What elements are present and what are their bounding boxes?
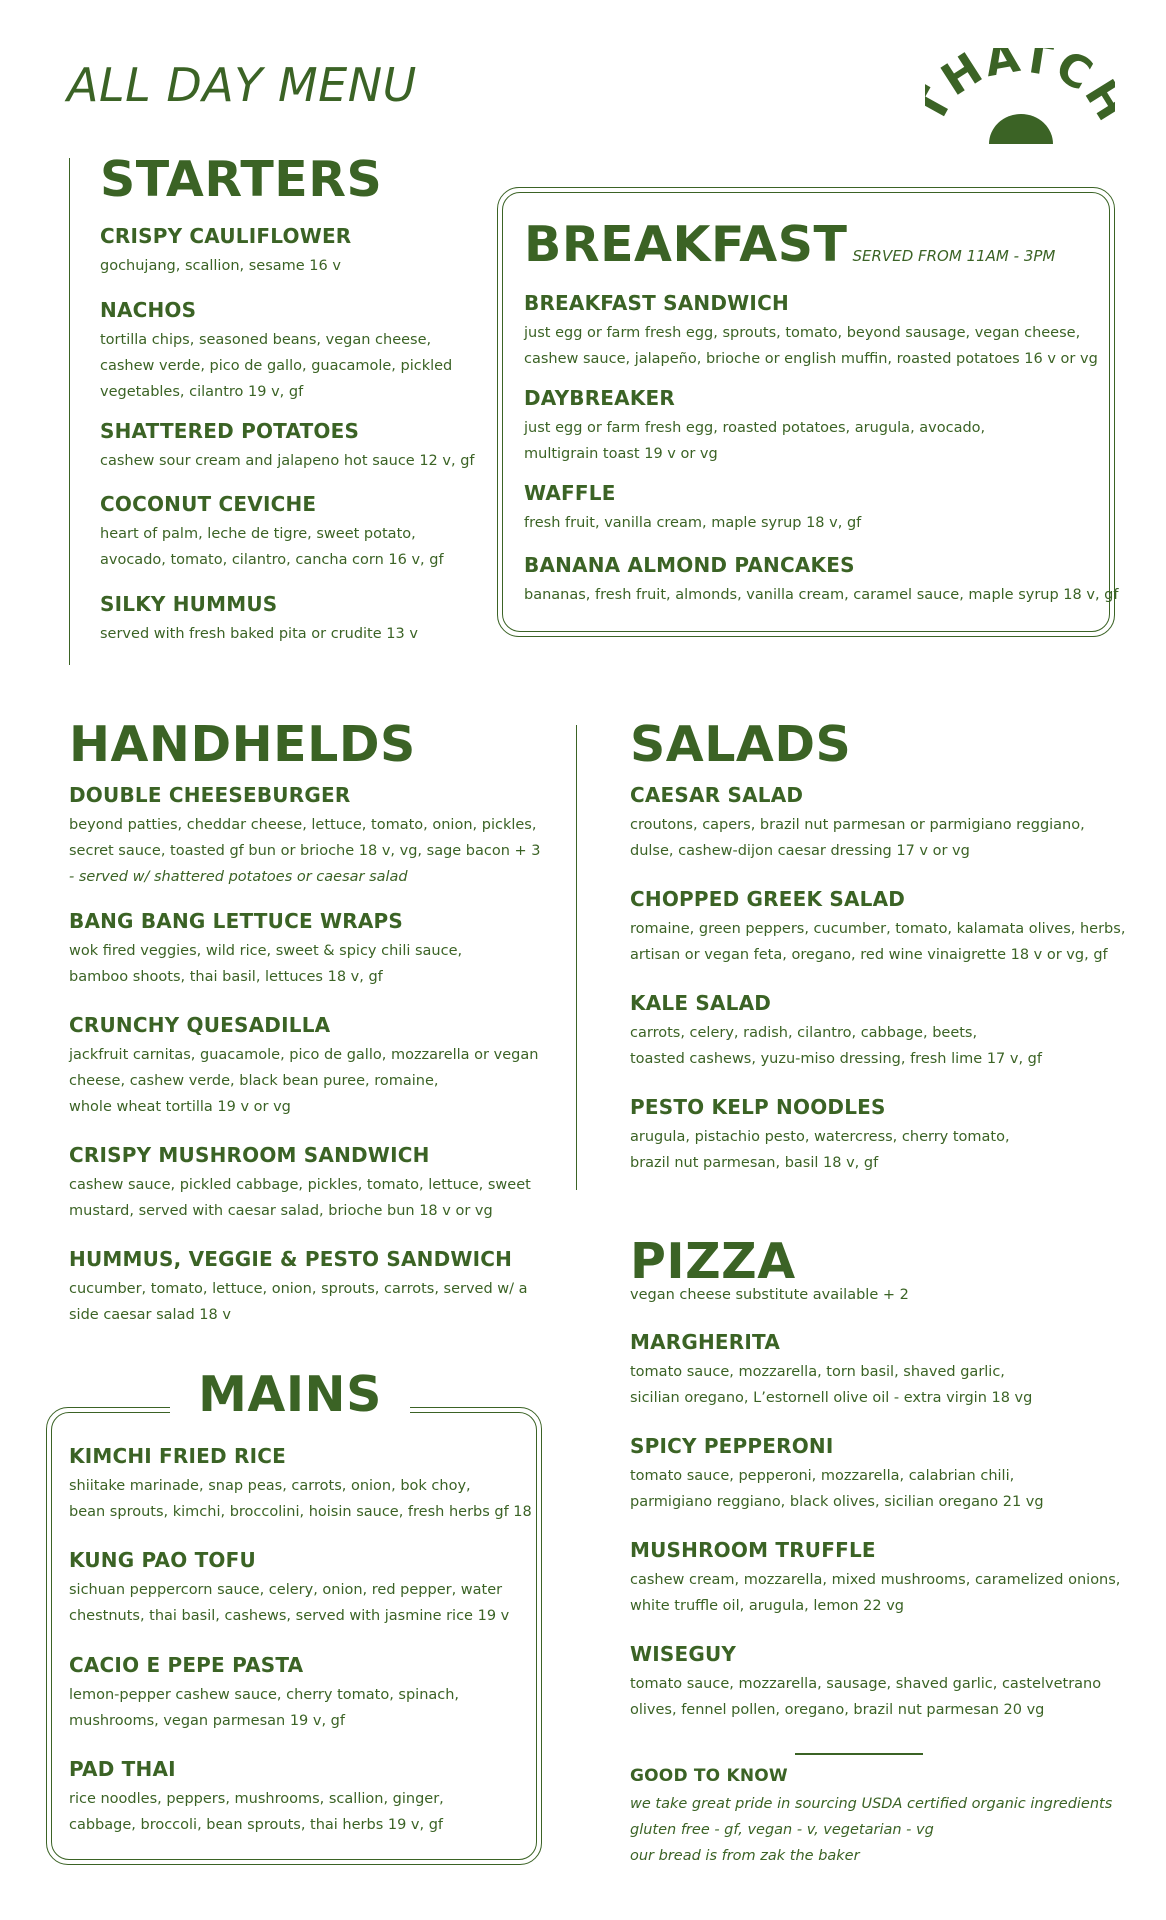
starters-divider bbox=[69, 158, 70, 665]
item-name: CAESAR SALAD bbox=[630, 783, 804, 807]
item-desc: tomato sauce, mozzarella, sausage, shaved garlic, castelvetrano bbox=[630, 1676, 1102, 1692]
item-name: WISEGUY bbox=[630, 1642, 737, 1666]
item-name: BREAKFAST SANDWICH bbox=[524, 291, 789, 315]
item-name: PESTO KELP NOODLES bbox=[630, 1095, 886, 1119]
item-desc: chestnuts, thai basil, cashews, served with jasmine rice 19 v bbox=[69, 1608, 510, 1624]
item-desc: romaine, green peppers, cucumber, tomato, kalamata olives, herbs, bbox=[630, 921, 1126, 937]
item-name: COCONUT CEVICHE bbox=[100, 492, 317, 516]
item-desc: cashew sauce, pickled cabbage, pickles, tomato, lettuce, sweet bbox=[69, 1177, 531, 1193]
salads-title: SALADS bbox=[630, 716, 852, 773]
menu-item bbox=[100, 492, 444, 573]
item-desc: dulse, cashew-dijon caesar dressing 17 v or vg bbox=[630, 843, 970, 859]
item-desc: tortilla chips, seasoned beans, vegan cheese, bbox=[100, 332, 432, 348]
menu-item bbox=[69, 783, 541, 890]
breakfast-hours: SERVED FROM 11AM - 3PM bbox=[852, 247, 1056, 265]
item-desc: multigrain toast 19 v or vg bbox=[524, 446, 718, 462]
item-name: SPICY PEPPERONI bbox=[630, 1434, 834, 1458]
item-desc: toasted cashews, yuzu-miso dressing, fresh lime 17 v, gf bbox=[630, 1051, 1042, 1067]
item-desc: just egg or farm fresh egg, roasted potatoes, arugula, avocado, bbox=[524, 420, 986, 436]
menu-item bbox=[69, 1757, 444, 1838]
item-desc: olives, fennel pollen, oregano, brazil nut parmesan 20 vg bbox=[630, 1702, 1045, 1718]
good-to-know-line: our bread is from zak the baker bbox=[630, 1848, 860, 1865]
good-to-know-title: GOOD TO KNOW bbox=[630, 1766, 788, 1786]
menu-item bbox=[630, 1434, 1044, 1515]
good-to-know-line: we take great pride in sourcing USDA certified organic ingredients bbox=[630, 1796, 1113, 1813]
item-desc: brazil nut parmesan, basil 18 v, gf bbox=[630, 1155, 879, 1171]
item-desc: served with fresh baked pita or crudite 13 v bbox=[100, 626, 418, 642]
item-name: KUNG PAO TOFU bbox=[69, 1548, 256, 1572]
item-name: BANG BANG LETTUCE WRAPS bbox=[69, 909, 403, 933]
menu-item bbox=[100, 419, 475, 474]
item-desc: side caesar salad 18 v bbox=[69, 1307, 231, 1323]
item-desc: cheese, cashew verde, black bean puree, romaine, bbox=[69, 1073, 439, 1089]
item-name: CHOPPED GREEK SALAD bbox=[630, 887, 906, 911]
menu-item bbox=[100, 298, 452, 405]
item-desc: cashew verde, pico de gallo, guacamole, pickled bbox=[100, 358, 453, 374]
item-name: CRISPY CAULIFLOWER bbox=[100, 224, 352, 248]
item-desc: shiitake marinade, snap peas, carrots, onion, bok choy, bbox=[69, 1478, 471, 1494]
good-to-know bbox=[630, 1766, 1112, 1869]
item-desc: rice noodles, peppers, mushrooms, scallion, ginger, bbox=[69, 1791, 444, 1807]
menu-item bbox=[69, 909, 462, 990]
item-desc: carrots, celery, radish, cilantro, cabbage, beets, bbox=[630, 1025, 978, 1041]
item-desc: bananas, fresh fruit, almonds, vanilla cream, caramel sauce, maple syrup 18 v, gf bbox=[524, 587, 1119, 603]
item-desc: cashew sour cream and jalapeno hot sauce 12 v, gf bbox=[100, 453, 475, 469]
menu-item bbox=[100, 592, 418, 647]
menu-item bbox=[630, 991, 1042, 1072]
menu-item bbox=[524, 291, 1098, 372]
menu-item bbox=[69, 1013, 538, 1120]
mains-title-wrap bbox=[170, 1366, 410, 1423]
item-desc: lemon-pepper cashew sauce, cherry tomato, spinach, bbox=[69, 1687, 460, 1703]
item-name: CRUNCHY QUESADILLA bbox=[69, 1013, 331, 1037]
item-desc: gochujang, scallion, sesame 16 v bbox=[100, 258, 341, 274]
menu-item bbox=[524, 553, 1118, 608]
item-desc: tomato sauce, pepperoni, mozzarella, calabrian chili, bbox=[630, 1468, 1015, 1484]
menu-item bbox=[630, 1330, 1032, 1411]
item-desc: wok fired veggies, wild rice, sweet & spicy chili sauce, bbox=[69, 943, 463, 959]
item-desc: secret sauce, toasted gf bun or brioche 18 v, vg, sage bacon + 3 bbox=[69, 843, 541, 859]
pizza-subtitle: vegan cheese substitute available + 2 bbox=[630, 1287, 909, 1303]
menu-item bbox=[630, 1538, 1120, 1619]
item-desc: heart of palm, leche de tigre, sweet potato, bbox=[100, 526, 416, 542]
item-desc: cashew sauce, jalapeño, brioche or english muffin, roasted potatoes 16 v or vg bbox=[524, 351, 1098, 367]
item-desc: sicilian oregano, L’estornell olive oil - extra virgin 18 vg bbox=[630, 1390, 1033, 1406]
item-desc: sichuan peppercorn sauce, celery, onion, red pepper, water bbox=[69, 1582, 503, 1598]
item-name: WAFFLE bbox=[524, 481, 616, 505]
item-name: PAD THAI bbox=[69, 1757, 176, 1781]
item-note: - served w/ shattered potatoes or caesar salad bbox=[69, 869, 408, 885]
item-desc: vegetables, cilantro 19 v, gf bbox=[100, 384, 304, 400]
item-desc: tomato sauce, mozzarella, torn basil, shaved garlic, bbox=[630, 1364, 1005, 1380]
pizza-title: PIZZA bbox=[630, 1233, 796, 1290]
menu-item bbox=[630, 1095, 1010, 1176]
item-desc: bamboo shoots, thai basil, lettuces 18 v, gf bbox=[69, 969, 383, 985]
menu-item bbox=[69, 1143, 531, 1224]
item-name: KALE SALAD bbox=[630, 991, 772, 1015]
item-desc: fresh fruit, vanilla cream, maple syrup 18 v, gf bbox=[524, 515, 862, 531]
starters-title: STARTERS bbox=[100, 151, 383, 208]
menu-item bbox=[630, 1642, 1101, 1723]
mains-title: MAINS bbox=[198, 1366, 382, 1423]
menu-item bbox=[524, 386, 985, 467]
item-desc: mushrooms, vegan parmesan 19 v, gf bbox=[69, 1713, 345, 1729]
menu-item bbox=[100, 224, 351, 279]
breakfast-title: BREAKFAST bbox=[524, 216, 848, 273]
item-desc: artisan or vegan feta, oregano, red wine vinaigrette 18 v or vg, gf bbox=[630, 947, 1108, 963]
item-name: DOUBLE CHEESEBURGER bbox=[69, 783, 351, 807]
item-desc: avocado, tomato, cilantro, cancha corn 16 v, gf bbox=[100, 552, 444, 568]
item-desc: just egg or farm fresh egg, sprouts, tomato, beyond sausage, vegan cheese, bbox=[524, 325, 1081, 341]
item-desc: mustard, served with caesar salad, brioche bun 18 v or vg bbox=[69, 1203, 493, 1219]
menu-item bbox=[69, 1548, 509, 1629]
item-name: CACIO E PEPE PASTA bbox=[69, 1653, 304, 1677]
item-desc: cashew cream, mozzarella, mixed mushrooms, caramelized onions, bbox=[630, 1572, 1121, 1588]
menu-item bbox=[69, 1247, 528, 1328]
svg-text:THATCH: HATC bbox=[932, 48, 1103, 107]
item-desc: parmigiano reggiano, black olives, sicilian oregano 21 vg bbox=[630, 1494, 1044, 1510]
item-name: SILKY HUMMUS bbox=[100, 592, 278, 616]
menu-title: ALL DAY MENU bbox=[67, 58, 417, 112]
item-desc: croutons, capers, brazil nut parmesan or parmigiano reggiano, bbox=[630, 817, 1085, 833]
menu-item bbox=[630, 887, 1125, 968]
item-name: KIMCHI FRIED RICE bbox=[69, 1444, 286, 1468]
item-name: MUSHROOM TRUFFLE bbox=[630, 1538, 876, 1562]
good-to-know-rule bbox=[795, 1753, 923, 1755]
item-desc: beyond patties, cheddar cheese, lettuce, tomato, onion, pickles, bbox=[69, 817, 537, 833]
item-desc: arugula, pistachio pesto, watercress, cherry tomato, bbox=[630, 1129, 1010, 1145]
item-desc: cucumber, tomato, lettuce, onion, sprouts, carrots, served w/ a bbox=[69, 1281, 528, 1297]
menu-item bbox=[69, 1444, 532, 1525]
thatch-logo bbox=[925, 48, 1115, 158]
column-divider bbox=[576, 725, 577, 1190]
breakfast-header bbox=[524, 216, 1056, 273]
menu-item bbox=[69, 1653, 459, 1734]
item-desc: cabbage, broccoli, bean sprouts, thai herbs 19 v, gf bbox=[69, 1817, 444, 1833]
item-desc: whole wheat tortilla 19 v or vg bbox=[69, 1099, 291, 1115]
item-desc: bean sprouts, kimchi, broccolini, hoisin sauce, fresh herbs gf 18 bbox=[69, 1504, 532, 1520]
item-name: NACHOS bbox=[100, 298, 197, 322]
menu-item bbox=[524, 481, 861, 536]
good-to-know-line: gluten free - gf, vegan - v, vegetarian - vg bbox=[630, 1822, 934, 1839]
item-name: MARGHERITA bbox=[630, 1330, 781, 1354]
item-name: HUMMUS, VEGGIE & PESTO SANDWICH bbox=[69, 1247, 513, 1271]
item-name: CRISPY MUSHROOM SANDWICH bbox=[69, 1143, 430, 1167]
handhelds-title: HANDHELDS bbox=[69, 716, 416, 773]
item-name: BANANA ALMOND PANCAKES bbox=[524, 553, 855, 577]
menu-item bbox=[630, 783, 1085, 864]
item-desc: jackfruit carnitas, guacamole, pico de gallo, mozzarella or vegan bbox=[69, 1047, 539, 1063]
item-desc: white truffle oil, arugula, lemon 22 vg bbox=[630, 1598, 904, 1614]
item-name: DAYBREAKER bbox=[524, 386, 675, 410]
item-name: SHATTERED POTATOES bbox=[100, 419, 360, 443]
